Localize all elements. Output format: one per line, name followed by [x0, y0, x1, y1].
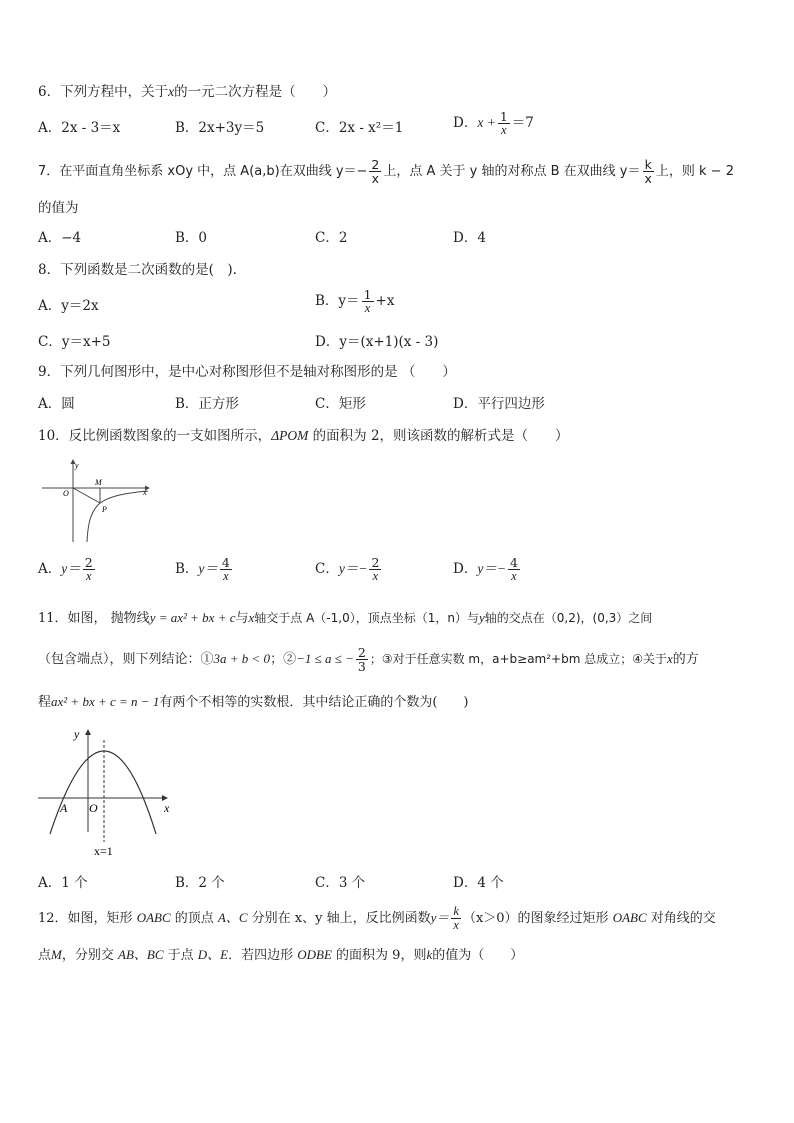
q11-line3-a: 程	[38, 695, 52, 710]
q10-option-d[interactable]	[453, 556, 522, 583]
q12-line1-e: 对角线的交	[646, 911, 716, 926]
q11-line2-eq2: −1 ≤ a ≤ −	[296, 651, 354, 666]
q11-label-axis: x=1	[94, 844, 113, 858]
q11-stem-line1	[38, 608, 652, 629]
q10-option-d-den: x	[511, 569, 517, 583]
q10-stem-b: 的面积为 2，则该函数的解析式是（ ）	[308, 428, 569, 444]
q7-frac2-den: x	[644, 171, 652, 186]
q9-option-d[interactable]: D．平行四边形	[453, 396, 545, 412]
q11-option-c[interactable]: C．3 个	[315, 875, 366, 891]
q6-option-d[interactable]	[453, 110, 534, 137]
q7-option-a[interactable]: A．−4	[38, 230, 82, 246]
q12-line2-e: 的面积为 9，则	[331, 948, 427, 963]
q11-y-arrow	[85, 729, 91, 735]
q11-label-x: x	[164, 801, 170, 815]
q11-line3-eq: ax² + bx + c = n − 1	[51, 694, 160, 709]
q12-line2-d: ．若四边形	[228, 948, 298, 963]
q7-frac2	[642, 158, 653, 185]
q8-option-b-fraction	[362, 288, 374, 315]
q12-line2-a: 点	[38, 948, 52, 963]
q12-line2-m: M	[51, 947, 62, 962]
q10-option-d-fraction	[508, 556, 520, 583]
q10-segment-op	[73, 488, 100, 503]
q6-option-c[interactable]: C．2x - x²＝1	[315, 120, 404, 136]
q11-stem-line3	[38, 692, 468, 713]
q7-frac1	[369, 158, 381, 185]
q12-line1-oabc: OABC	[136, 910, 171, 925]
q11-stem-y: y	[478, 610, 485, 625]
q10-option-a-lhs: y＝	[61, 561, 81, 576]
q10-option-b-fraction	[220, 556, 232, 583]
q12-stem-line1	[38, 905, 716, 932]
q7-option-d[interactable]: D．4	[453, 230, 486, 246]
q6-option-d-pre: x +	[477, 115, 496, 130]
q10-option-c-prefix: C．	[315, 561, 339, 577]
q11-line3-b: 有两个不相等的实数根．其中结论正确的个数为( )	[159, 695, 469, 710]
q6-stem-text-a: 6．下列方程中，关于	[38, 84, 169, 100]
q6-stem-text-b: 的一元二次方程是（ ）	[174, 84, 337, 100]
q12-line2-b: ，分别交	[61, 948, 118, 963]
q11-stem-a: 11．如图， 抛物线	[38, 611, 150, 626]
q7-stem-c: 上，点 A 关于 y 轴的对称点 B 在双曲线 y＝	[383, 164, 641, 179]
q12-line1-d: （x＞0）的图象经过矩形	[462, 911, 613, 926]
q10-option-d-prefix: D．	[453, 561, 478, 577]
q10-option-c[interactable]	[315, 556, 383, 583]
q11-label-o: O	[89, 801, 98, 815]
q7-stem-line2: 的值为	[38, 200, 79, 216]
q10-option-a-num: 2	[84, 555, 93, 570]
q8-option-b-post: +x	[375, 293, 395, 309]
q7-stem-b: 在双曲线 y＝−	[279, 164, 368, 179]
q11-figure	[36, 724, 182, 864]
q11-stem-line2	[38, 646, 699, 673]
q10-option-b[interactable]	[175, 556, 234, 583]
q10-option-d-lhs: y＝−	[477, 561, 506, 576]
q11-stem-x: x	[248, 610, 255, 625]
q6-option-b[interactable]: B．2x+3y＝5	[175, 120, 265, 136]
q11-line2-b: ；②	[270, 652, 297, 667]
q12-line2-c: 于点	[163, 948, 198, 963]
q11-stem-d: 轴的交点在（0,2)，(0,3）之间	[484, 611, 653, 625]
q12-stem-line2	[38, 945, 523, 966]
q7-option-b[interactable]: B．0	[175, 230, 208, 246]
q8-stem: 8．下列函数是二次函数的是( ).	[38, 262, 237, 278]
q11-parabola	[50, 751, 156, 834]
q8-option-b[interactable]	[315, 288, 394, 315]
q10-option-a[interactable]	[38, 556, 97, 583]
q6-option-d-den: x	[501, 123, 507, 137]
q7-frac2-num: k	[644, 157, 652, 172]
q12-line2-odbe: ODBE	[297, 947, 332, 962]
q12-line1-a: 12．如图，矩形	[38, 911, 137, 926]
q10-label-o: O	[63, 489, 69, 498]
q10-stem	[38, 426, 569, 446]
q7-stem-line1	[38, 158, 734, 185]
q12-line1-fraction	[451, 905, 461, 932]
q12-line1-num: k	[453, 904, 459, 918]
q11-stem-eq: y = ax² + bx + c	[149, 610, 236, 625]
q12-line2-ab: AB、BC	[118, 947, 164, 962]
q10-option-b-prefix: B．	[175, 561, 199, 577]
q12-line2-de: D、E	[197, 947, 229, 962]
q12-line2-f: 的值为（ ）	[432, 948, 524, 963]
q11-line2-num: 2	[357, 645, 366, 660]
q10-label-p: P	[102, 505, 107, 514]
q6-option-d-post: ＝7	[511, 115, 534, 131]
q10-option-b-den: x	[223, 569, 229, 583]
q11-line2-a: （包含端点），则下列结论：①	[38, 652, 214, 667]
q7-stem-d: 上，则 k − 2	[655, 164, 734, 179]
q6-option-d-num: 1	[499, 109, 508, 124]
q12-line1-c: 分别在 x、y 轴上，反比例函数	[247, 911, 431, 926]
q11-label-y: y	[74, 727, 80, 741]
q10-option-d-num: 4	[509, 555, 518, 570]
q11-line2-x: x	[667, 651, 673, 666]
q6-stem	[38, 82, 336, 102]
q11-stem-b: 与	[235, 611, 249, 626]
q10-stem-triangle: ΔPOM	[271, 428, 309, 443]
q9-option-b[interactable]: B．正方形	[175, 396, 239, 412]
q6-option-a[interactable]: A．2x - 3＝x	[38, 120, 121, 136]
q11-option-a[interactable]: A．1 个	[38, 875, 88, 891]
q10-curve	[87, 491, 148, 542]
q7-frac1-num: 2	[371, 157, 380, 172]
q11-line2-d: 的方	[672, 652, 699, 667]
q11-option-b[interactable]: B．2 个	[175, 875, 225, 891]
q11-stem-c: 轴交于点 A（-1,0），顶点坐标（1，n）与	[254, 611, 479, 625]
q8-option-d[interactable]: D．y＝(x+1)(x - 3)	[315, 334, 439, 350]
q12-line1-y: y＝	[430, 910, 450, 925]
q10-option-c-den: x	[372, 569, 379, 583]
q9-option-c[interactable]: C．矩形	[315, 396, 366, 412]
q11-option-d[interactable]: D．4 个	[453, 875, 504, 891]
q10-option-a-prefix: A．	[38, 561, 62, 577]
q9-option-a[interactable]: A．圆	[38, 396, 75, 412]
q6-stem-var: x	[168, 84, 175, 99]
q9-stem: 9．下列几何图形中，是中心对称图形但不是轴对称图形的是 （ ）	[38, 364, 456, 380]
q8-option-b-den: x	[364, 301, 371, 315]
q10-option-b-num: 4	[221, 555, 230, 570]
q11-line2-den: 3	[357, 659, 366, 674]
q10-figure	[40, 458, 160, 544]
q12-line2-k: k	[426, 947, 433, 962]
q10-label-x: x	[143, 488, 147, 497]
q6-option-d-prefix: D．	[453, 115, 478, 131]
q10-label-m: M	[95, 478, 102, 487]
q7-frac1-den: x	[371, 171, 380, 186]
q10-option-c-lhs: y＝−	[338, 561, 368, 576]
q10-option-a-den: x	[85, 569, 92, 583]
q11-line2-fraction	[356, 646, 368, 673]
q11-label-a: A	[60, 801, 68, 815]
q8-option-b-num: 1	[363, 287, 372, 302]
q12-line1-oabc2: OABC	[612, 910, 647, 925]
q6-option-d-fraction	[498, 110, 510, 137]
q8-option-b-pre: B．y＝	[315, 293, 360, 309]
q12-line1-den: x	[453, 918, 459, 932]
q8-option-c[interactable]: C．y＝x+5	[38, 334, 111, 350]
q10-stem-a: 10．反比例函数图象的一支如图所示，	[38, 428, 272, 444]
q12-line1-b: 的顶点	[170, 911, 218, 926]
q11-line2-eq1: 3a + b < 0	[213, 651, 271, 666]
q10-label-y: y	[75, 461, 79, 470]
q10-option-c-num: 2	[371, 555, 380, 570]
q12-line1-ac: A、C	[217, 910, 248, 925]
q7-stem-a: 7．在平面直角坐标系 xOy 中，点 A	[38, 164, 250, 179]
q10-option-b-lhs: y＝	[198, 561, 218, 576]
q10-option-c-fraction	[369, 556, 381, 583]
q10-option-a-fraction	[83, 556, 95, 583]
q8-option-a[interactable]: A．y＝2x	[38, 298, 99, 314]
q11-line2-c: ；③对于任意实数 m，a+b≥am²+bm 总成立；④关于	[369, 652, 667, 666]
q7-stem-point: (a,b)	[249, 164, 280, 179]
q7-option-c[interactable]: C．2	[315, 230, 348, 246]
